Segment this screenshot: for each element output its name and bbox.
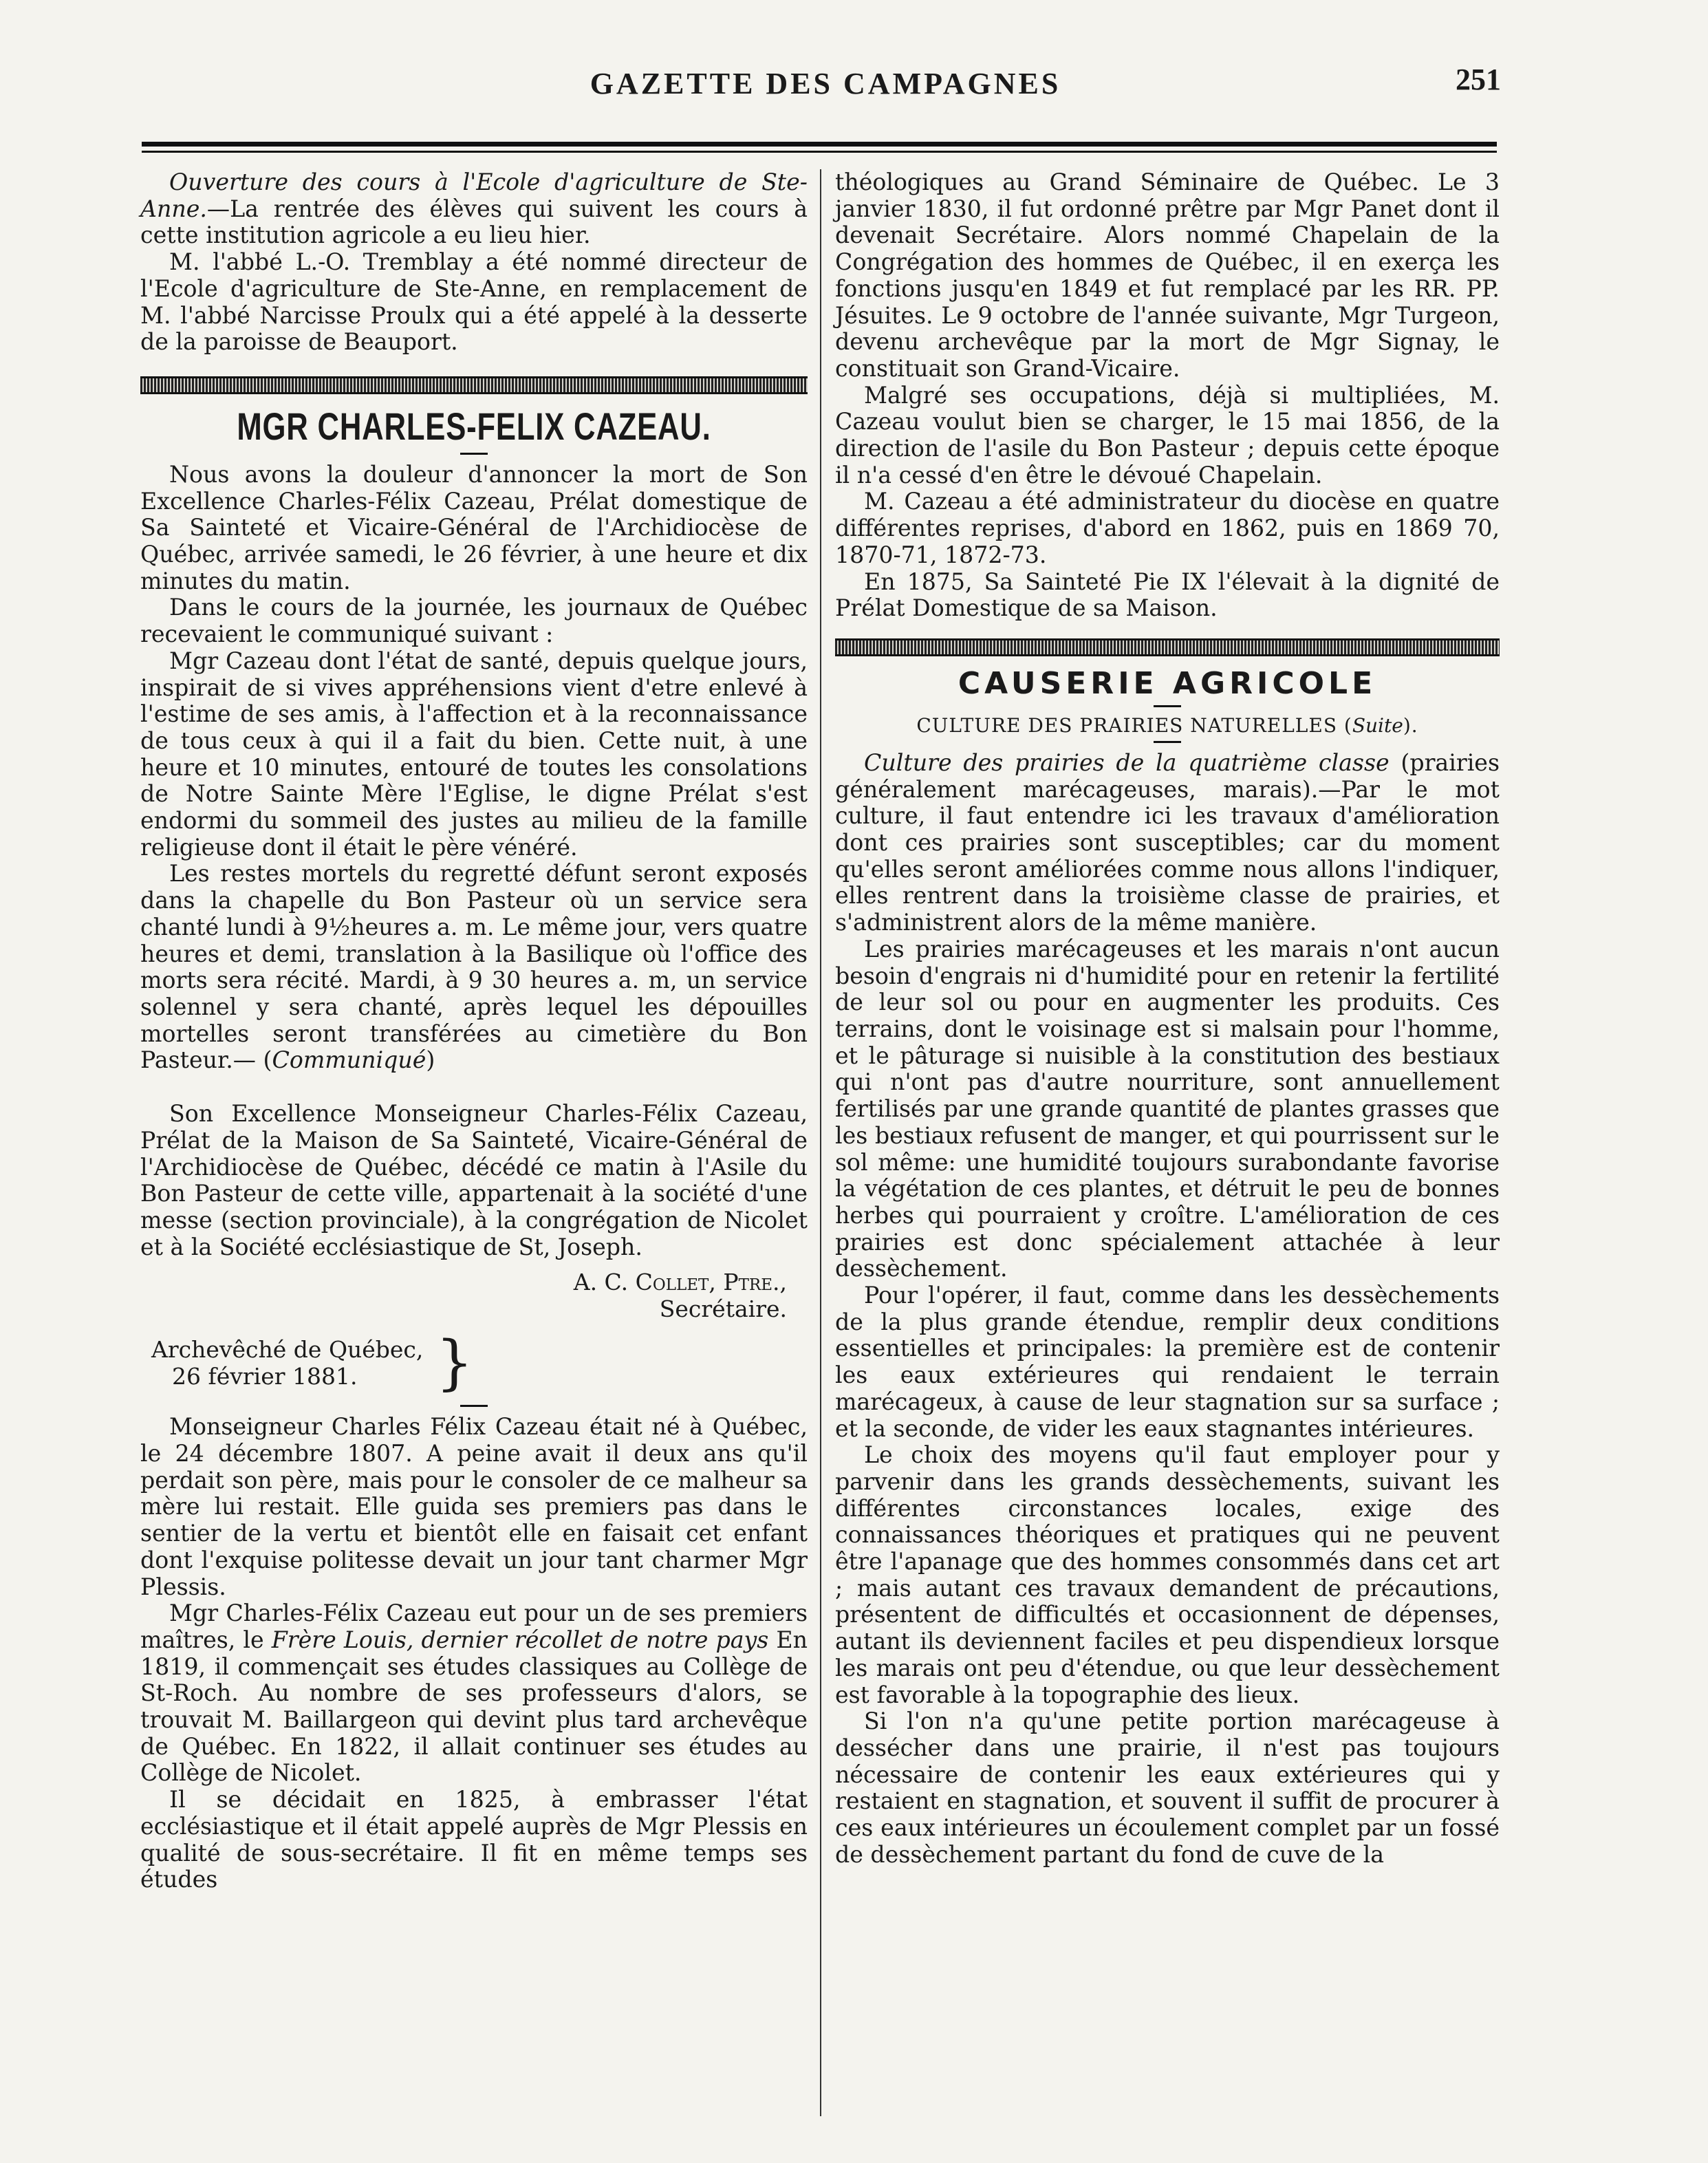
section-divider — [140, 376, 808, 394]
masthead — [138, 63, 1513, 121]
notice-tremblay-paragraph: M. l'abbé L.-O. Tremblay a été nommé directeur de l'Ecole d'agriculture de Ste-Anne, en remplacement de M. l'abbé Narcisse Proulx qui a été appelé à la desserte de la paroisse de Beauport. — [140, 248, 808, 356]
section-divider — [835, 638, 1500, 656]
article-text: En 1819, il commençait ses études classiques au Collège de St-Roch. Au nombre de ses professeurs d'alors, se trouvait M. Baillargeon qui devint plus tard archevêque de Québec. En 1822, il allait continuer ses études au Collège de Nicolet. — [140, 1626, 808, 1787]
article-italic: Frère Louis, dernier récollet de notre pays — [271, 1626, 769, 1653]
notice-ecole-text: —La rentrée des élèves qui suivent les cours à cette institution agricole a eu lieu hier. — [140, 195, 808, 249]
article-paragraph: Il se décidait en 1825, à embrasser l'état ecclésiastique et il était appelé auprès de Mgr Plessis en qualité de sous-secrétaire. Il fit en même temps ses études — [140, 1786, 808, 1893]
article-paragraph: théologiques au Grand Séminaire de Québec. Le 3 janvier 1830, il fut ordonné prêtre par Mgr Panet dont il devenait Secrétaire. Alors nommé Chapelain de la Congrégation des hommes de Québec, il en exerça les fonctions jusqu'en 1849 et fut remplacé par les RR. PP. Jésuites. Le 9 octobre de l'année suivante, Mgr Turgeon, devenu archevêque par la mort de Mgr Signay, le constituait son Grand-Vicaire. — [835, 169, 1500, 382]
article-paragraph — [835, 750, 1500, 936]
article-paragraph: Nous avons la douleur d'annoncer la mort de Son Excellence Charles-Félix Cazeau, Prélat domestique de Sa Sainteté et Vicaire-Général de l'Archidiocèse de Québec, arrivée samedi, le 26 février, à une heure et dix minutes du matin. — [140, 460, 808, 594]
page-number: 251 — [1456, 63, 1501, 96]
header-rule — [142, 142, 1497, 153]
article-paragraph: Si l'on n'a qu'une petite portion marécageuse à dessécher dans une prairie, il n'est pas toujours nécessaire de contenir les eaux extérieures qui y restaient en stagnation, et souvent il suffit de procurer à ces eaux intérieures un écoulement complet par un fossé de dessèchement partant du fond de cuve de la — [835, 1708, 1500, 1868]
article-heading-causerie: CAUSERIE AGRICOLE — [958, 665, 1377, 701]
article-paragraph — [140, 861, 808, 1074]
article-paragraph: Son Excellence Monseigneur Charles-Félix Cazeau, Prélat de la Maison de Sa Sainteté, Vicaire-Général de l'Archidiocèse de Québec, décédé ce matin à l'Asile du Bon Pasteur de cette ville, appartenait à la société d'une messe (section provinciale), à la congrégation de Nicolet et à la Société ecclésiastique de St, Joseph. — [140, 1100, 808, 1260]
notice-ecole-title: Ouverture des cours à l'Ecole d'agriculture de Ste-Anne. — [140, 169, 808, 222]
article-paragraph: Le choix des moyens qu'il faut employer pour y parvenir dans les grands dessèchements, suivant les différentes circonstances locales, exige des connaissances théoriques et pratiques qui ne peuvent être l'apanage que des hommes consommés dans cet art ; mais autant ces travaux demandent de précautions, présentent de difficultés et occasionnent de dépenses, autant ils deviennent faciles et peu dispendieux lorsque les marais ont peu d'étendue, ou que leur dessèchement est favorable à la topographie des lieux. — [835, 1441, 1500, 1708]
article-paragraph: Monseigneur Charles Félix Cazeau était né à Québec, le 24 décembre 1807. A peine avait il deux ans qu'il perdait son père, mais pour le consoler de ce malheur sa mère lui restait. Elle guida ses premiers pas dans le sentier de la vertu et bientôt elle en faisait cet enfant dont l'exquise politesse devait un jour tant charmer Mgr Plessis. — [140, 1413, 808, 1600]
subheading-text: ). — [1403, 713, 1418, 737]
dateline-place: Archevêché de Québec, — [151, 1336, 424, 1364]
article-paragraph: M. Cazeau a été administrateur du diocèse en quatre différentes reprises, d'abord en 1862, puis en 1869 70, 1870-71, 1872-73. — [835, 488, 1500, 568]
article-subheading — [835, 714, 1500, 737]
article-italic: Culture des prairies de la quatrième classe — [864, 749, 1390, 776]
article-heading-cazeau: MGR CHARLES-FELIX CAZEAU. — [237, 404, 711, 448]
article-paragraph: Dans le cours de la journée, les journaux de Québec recevaient le communiqué suivant : — [140, 594, 808, 648]
heading-dash — [460, 453, 488, 455]
subheading-text: CULTURE DES PRAIRIES NATURELLES ( — [916, 713, 1352, 737]
signature-name-text: A. C. Collet, Ptre., — [573, 1269, 787, 1296]
signature-title: Secrétaire. — [659, 1295, 787, 1323]
heading-dash — [1154, 705, 1181, 707]
article-italic: Communiqué — [272, 1046, 426, 1074]
article-paragraph: Malgré ses occupations, déjà si multipliées, M. Cazeau voulut bien se charger, le 15 mai 1856, de la direction de l'asile du Bon Pasteur ; depuis cette époque il n'a cessé d'en être le dévoué Chapelain. — [835, 381, 1500, 488]
dateline — [151, 1328, 808, 1398]
article-paragraph: En 1875, Sa Sainteté Pie IX l'élevait à la dignité de Prélat Domestique de sa Maison. — [835, 568, 1500, 622]
article-paragraph — [140, 1600, 808, 1787]
subheading-dash — [1154, 741, 1181, 743]
section-dash — [460, 1405, 488, 1407]
article-paragraph: Pour l'opérer, il faut, comme dans les dessèchements de la plus grande étendue, remplir deux conditions essentielles et principales: la première est de contenir les eaux extérieures qui rendaient le terrain marécageux, à cause de leur stagnation sur sa surface ; et la seconde, de vider les eaux stagnantes intérieures. — [835, 1282, 1500, 1442]
article-paragraph: Les prairies marécageuses et les marais n'ont aucun besoin d'engrais ni d'humidité pour en retenir la fertilité de leur sol ou pour en augmenter les produits. Ces terrains, dont le voisinage est si malsain pour l'homme, et le pâturage si nuisible à la constitution des bestiaux qui n'ont pas d'autre nourriture, sont annuellement fertilisés par une grande quantité de plantes grasses que les bestiaux refusent de manger, et qui pourrissent sur le sol même: une humidité toujours surabondante favorise la végétation de ces plantes, et détruit le peu de bonnes herbes qui pourraient y croître. L'amélioration de ces prairies est donc spécialement attachée à leur dessèchement. — [835, 935, 1500, 1282]
article-text: Mgr Charles-Félix Cazeau eut pour un de ses premiers maîtres, le — [140, 1600, 808, 1653]
dateline-date: 26 février 1881. — [172, 1363, 358, 1390]
article-paragraph: Mgr Cazeau dont l'état de santé, depuis quelque jours, inspirait de si vives appréhensions vient d'etre enlevé à l'estime de ses amis, à l'affection et à la reconnaissance de tous ceux à qui il a fait du bien. Cette nuit, à une heure et 10 minutes, entouré de toutes les consolations de Notre Sainte Mère l'Eglise, le digne Prélat s'est endormi du sommeil des justes au milieu de la famille religieuse dont il était le père vénéré. — [140, 647, 808, 861]
newspaper-title: GAZETTE DES CAMPAGNES — [590, 67, 1061, 100]
notice-ecole-paragraph — [140, 169, 808, 249]
signature-name — [140, 1269, 808, 1295]
right-column — [835, 169, 1500, 1868]
dateline-text — [151, 1336, 423, 1390]
article-text: ) — [426, 1046, 435, 1074]
column-divider — [820, 169, 821, 2116]
article-text: Les restes mortels du regretté défunt seront exposés dans la chapelle du Bon Pasteur où un service sera chanté lundi à 9½heures a. m. Le même jour, vers quatre heures et demi, translation à la Basilique où l'office des morts sera récité. Mardi, à 9 30 heures a. m, un service solennel y sera chanté, après lequel les dépouilles mortelles seront transférées au cimetière du Bon Pasteur.— ( — [140, 860, 808, 1074]
left-column — [140, 169, 808, 1893]
article-text: (prairies généralement marécageuses, marais).—Par le mot culture, il faut entendre ici les travaux d'amélioration dont ces prairies sont susceptibles; car du moment qu'elles seront améliorées comme nous allons l'indiquer, elles rentrent dans la troisième classe de prairies, et s'administrent alors de la même manière. — [835, 749, 1500, 936]
subheading-italic: Suite — [1352, 713, 1403, 737]
brace-glyph: } — [435, 1328, 474, 1398]
